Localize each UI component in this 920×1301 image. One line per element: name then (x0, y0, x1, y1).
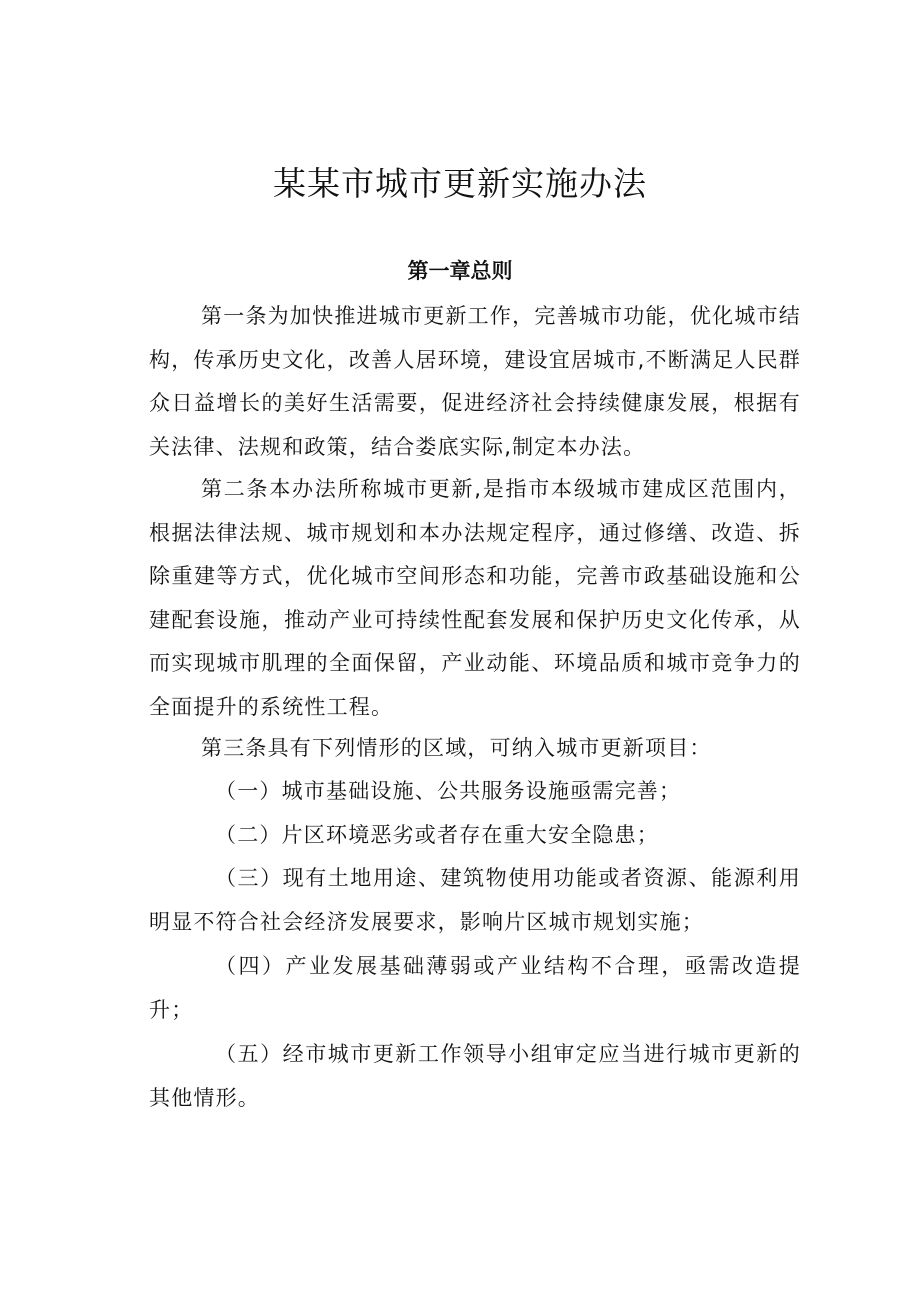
list-item-3: （三）现有土地用途、建筑物使用功能或者资源、能源利用明显不符合社会经济发展要求，影响片区城市规划实施； (149, 866, 801, 934)
list-item-5: （五）经市城市更新工作领导小组审定应当进行城市更新的其他情形。 (149, 1042, 801, 1110)
document-title: 某某市城市更新实施办法 (273, 164, 647, 203)
article-2-paragraph: 第二条本办法所称城市更新,是指市本级城市建成区范围内，根据法律法规、城市规划和本办法规定程序，通过修缮、改造、拆除重建等方式，优化城市空间形态和功能，完善市政基础设施和公建配套设施，推动产业可持续性配套发展和保护历史文化传承，从而实现城市肌理的全面保留，产业动能、环境品质和城市竞争力的全面提升的系统性工程。 (149, 477, 801, 719)
chapter-heading: 第一章总则 (407, 259, 513, 283)
article-3-paragraph: 第三条具有下列情形的区域，可纳入城市更新项目： (201, 736, 712, 760)
list-item-4: （四）产业发展基础薄弱或产业结构不合理，亟需改造提升； (149, 954, 801, 1022)
list-item-2: （二）片区环境恶劣或者存在重大安全隐患； (215, 823, 659, 847)
list-item-1: （一）城市基础设施、公共服务设施亟需完善； (215, 779, 682, 803)
article-1-paragraph: 第一条为加快推进城市更新工作，完善城市功能，优化城市结构，传承历史文化，改善人居环境，建设宜居城市,不断满足人民群众日益增长的美好生活需要，促进经济社会持续健康发展，根据有关法律、法规和政策，结合娄底实际,制定本办法。 (149, 304, 801, 459)
document-body (149, 0, 801, 1301)
